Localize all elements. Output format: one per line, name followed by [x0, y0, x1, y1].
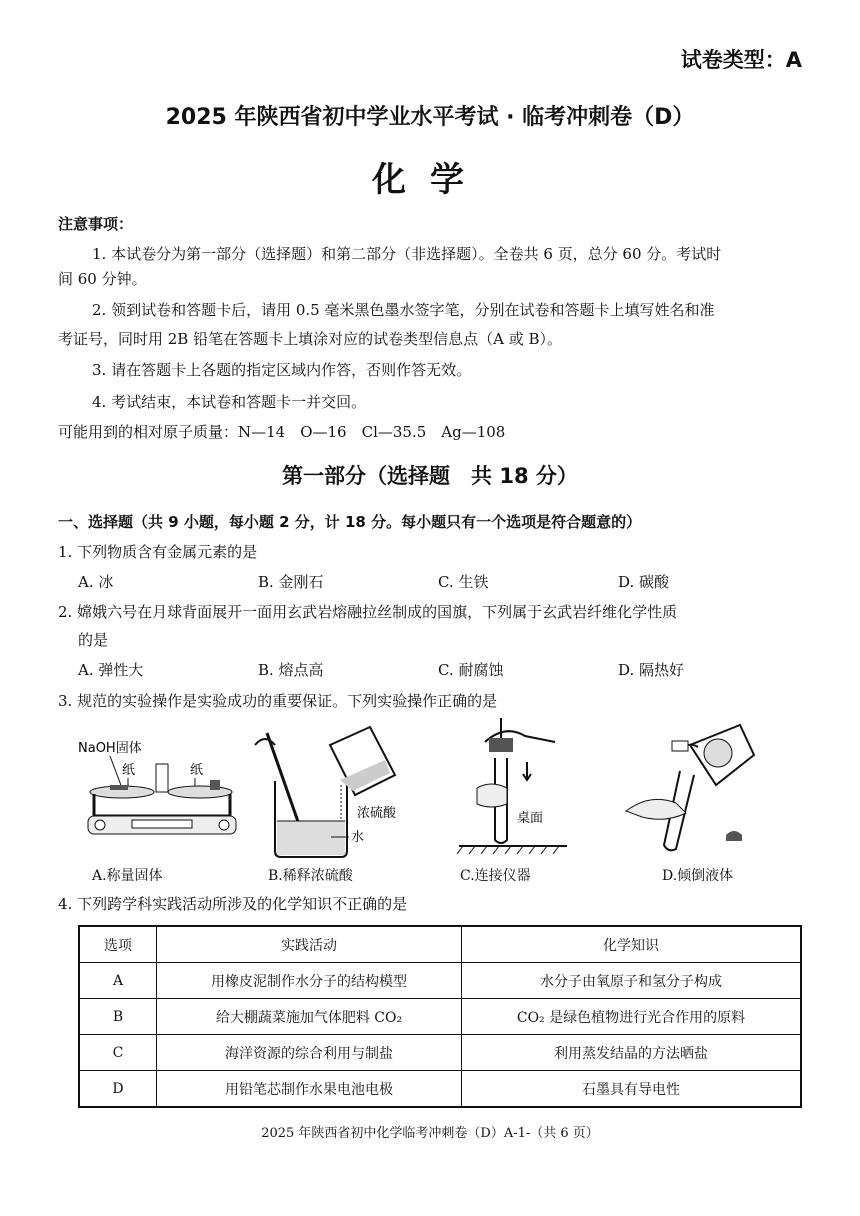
- q1-option-c: C. 生铁: [438, 573, 489, 591]
- q1-option-b: B. 金刚石: [258, 573, 324, 591]
- table-row: [79, 1071, 801, 1108]
- acid-label: 浓硫酸: [357, 806, 397, 821]
- table-row: [79, 1035, 801, 1071]
- page-footer: 2025 年陕西省初中化学临考冲刺卷（D）A-1-（共 6 页）: [261, 1126, 599, 1141]
- part1-heading: 第一部分（选择题 共 18 分）: [282, 464, 578, 488]
- section1-heading: 一、选择题（共 9 小题，每小题 2 分，计 18 分。每小题只有一个选项是符合题意的）: [58, 513, 642, 531]
- paper-type: 试卷类型：A: [680, 48, 802, 72]
- pour-figure: [620, 715, 760, 865]
- q1-option-d: D. 碳酸: [618, 573, 670, 591]
- table-header-row: [79, 926, 801, 963]
- q3-caption-d: D.倾倒液体: [662, 868, 734, 884]
- q2-option-c: C. 耐腐蚀: [438, 661, 504, 679]
- notice-item-2: 2. 领到试卷和答题卡后，请用 0.5 毫米黑色墨水签字笔，分别在试卷和答题卡上填写姓名和准: [92, 301, 715, 319]
- table-cell: 利用蒸发结晶的方法晒盐: [462, 1035, 802, 1071]
- q3-caption-c: C.连接仪器: [460, 868, 531, 884]
- q4-stem: 4. 下列跨学科实践活动所涉及的化学知识不正确的是: [58, 895, 408, 913]
- connect-figure: [455, 712, 575, 862]
- q3-stem: 3. 规范的实验操作是实验成功的重要保证。下列实验操作正确的是: [58, 692, 498, 710]
- table-cell: 用橡皮泥制作水分子的结构模型: [157, 963, 462, 999]
- table-row: [79, 999, 801, 1035]
- q1-stem: 1. 下列物质含有金属元素的是: [58, 543, 258, 561]
- table-cell: A: [79, 963, 157, 999]
- q2-stem: 2. 嫦娥六号在月球背面展开一面用玄武岩熔融拉丝制成的国旗，下列属于玄武岩纤维化学性质: [58, 603, 678, 621]
- paper-label-right: 纸: [190, 763, 204, 778]
- table-cell: C: [79, 1035, 157, 1071]
- atomic-mass: 可能用到的相对原子质量：N—14 O—16 Cl—35.5 Ag—108: [58, 423, 506, 441]
- table-cell: 给大棚蔬菜施加气体肥料 CO₂: [157, 999, 462, 1035]
- subject-title: 化学: [372, 160, 488, 200]
- q2-option-b: B. 熔点高: [258, 661, 324, 679]
- q2-option-d: D. 隔热好: [618, 661, 685, 679]
- water-label: 水: [351, 830, 365, 845]
- q1-option-a: A. 冰: [78, 573, 114, 591]
- table-header: 选项: [79, 926, 157, 963]
- naoh-label: NaOH固体: [78, 741, 142, 756]
- q3-caption-a: A.称量固体: [92, 868, 163, 884]
- table-header: 实践活动: [157, 926, 462, 963]
- table-cell: CO₂ 是绿色植物进行光合作用的原料: [462, 999, 802, 1035]
- table-cell: 海洋资源的综合利用与制盐: [157, 1035, 462, 1071]
- dilution-figure: [245, 725, 425, 865]
- notice-item-2-cont: 考证号，同时用 2B 铅笔在答题卡上填涂对应的试卷类型信息点（A 或 B）。: [58, 330, 562, 348]
- q3-caption-b: B.稀释浓硫酸: [268, 868, 353, 884]
- exam-title: 2025 年陕西省初中学业水平考试 · 临考冲刺卷（D）: [165, 105, 695, 130]
- table-cell: 用铅笔芯制作水果电池电极: [157, 1071, 462, 1108]
- balance-figure: [70, 730, 250, 860]
- desk-label: 桌面: [517, 811, 544, 826]
- table-row: [79, 963, 801, 999]
- table-cell: 水分子由氧原子和氢分子构成: [462, 963, 802, 999]
- q2-stem-cont: 的是: [78, 631, 109, 649]
- notice-item-3: 3. 请在答题卡上各题的指定区域内作答，否则作答无效。: [92, 361, 472, 379]
- table-header: 化学知识: [462, 926, 802, 963]
- notice-heading: 注意事项：: [58, 215, 134, 233]
- notice-item-1: 1. 本试卷分为第一部分（选择题）和第二部分（非选择题）。全卷共 6 页，总分 60 分。考试时: [92, 245, 722, 263]
- paper-label-left: 纸: [122, 763, 136, 778]
- table-cell: D: [79, 1071, 157, 1108]
- notice-item-1-cont: 间 60 分钟。: [58, 270, 147, 288]
- q4-table: [78, 925, 802, 1108]
- notice-item-4: 4. 考试结束，本试卷和答题卡一并交回。: [92, 393, 367, 411]
- table-cell: 石墨具有导电性: [462, 1071, 802, 1108]
- q2-option-a: A. 弹性大: [78, 661, 144, 679]
- table-cell: B: [79, 999, 157, 1035]
